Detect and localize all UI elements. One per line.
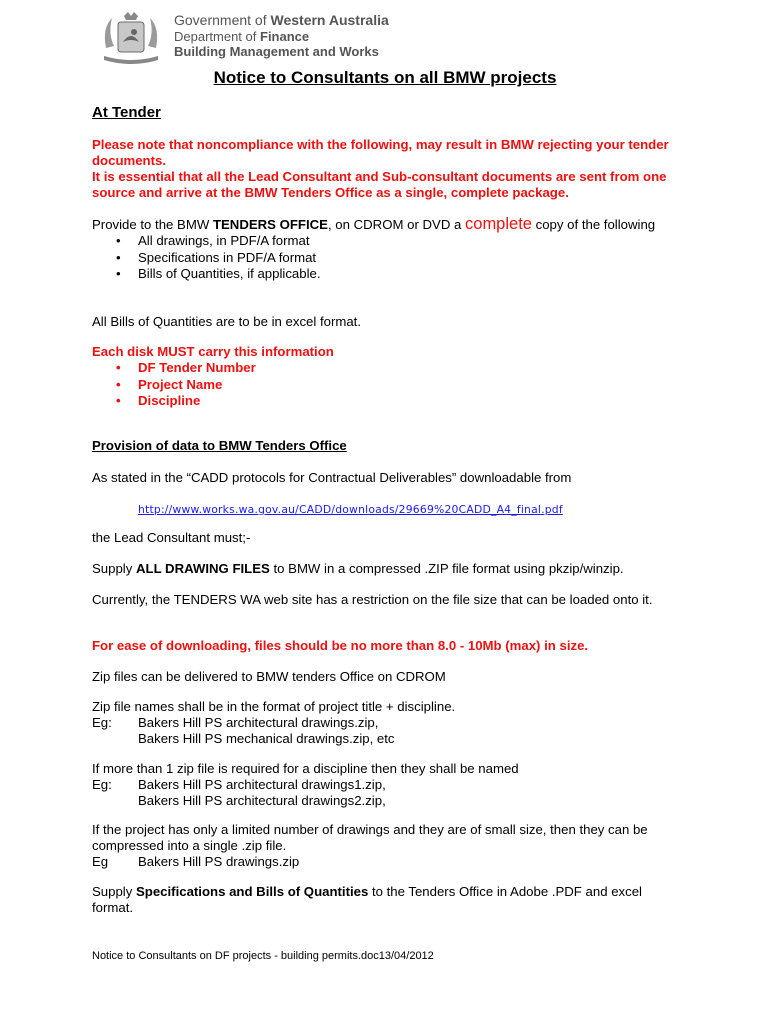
eg-label: Eg: <box>92 715 112 730</box>
provision-heading-block <box>92 438 682 454</box>
page-title: Notice to Consultants on all BMW projects <box>213 68 557 87</box>
list-item: • Project Name <box>138 377 682 394</box>
eg-value: Bakers Hill PS architectural drawings1.zip, <box>138 777 386 792</box>
provide-text-a: Provide to the BMW <box>92 217 213 232</box>
more-than-block <box>92 761 682 809</box>
tender-heading-block <box>92 105 682 121</box>
cadd-protocol-link[interactable]: http://www.works.wa.gov.au/CADD/downloads/29669%20CADD_A4_final.pdf <box>138 503 563 516</box>
cadd-link-block <box>138 501 698 518</box>
disk-heading: Each disk MUST carry this information <box>92 344 334 359</box>
org-line1-bold: Western Australia <box>270 12 389 28</box>
zip-names-block <box>92 699 682 747</box>
limited-block <box>92 822 692 870</box>
eg-label: Eg: <box>92 777 112 792</box>
provide-paragraph <box>92 216 682 283</box>
supply-text-c: to BMW in a compressed .ZIP file format using pkzip/winzip. <box>269 561 624 576</box>
supply-text-b: ALL DRAWING FILES <box>136 561 270 576</box>
list-item: • Bills of Quantities, if applicable. <box>138 266 682 283</box>
stated-text: As stated in the “CADD protocols for Contractual Deliverables” downloadable from <box>92 470 572 485</box>
eg-label: Eg <box>92 854 109 869</box>
supply-text-a: Supply <box>92 561 136 576</box>
eg-value: Bakers Hill PS drawings.zip <box>138 854 300 869</box>
lead-must: the Lead Consultant must;- <box>92 530 251 545</box>
eg-value: Bakers Hill PS mechanical drawings.zip, etc <box>138 731 395 746</box>
zip-names: Zip file names shall be in the format of project title + discipline. <box>92 699 456 714</box>
spec-text-b: Specifications and Bills of Quantities <box>136 884 369 899</box>
spec-paragraph <box>92 884 672 916</box>
org-line2-bold: Finance <box>260 28 310 44</box>
provide-text-e: copy of the following <box>531 217 656 232</box>
currently-text: Currently, the TENDERS WA web site has a restriction on the file size that can be loaded onto it. <box>92 592 653 607</box>
ease-warning: For ease of downloading, files should be no more than 8.0 - 10Mb (max) in size. <box>92 638 589 653</box>
tender-heading: At Tender <box>92 104 161 121</box>
provide-text-complete: complete <box>465 215 532 233</box>
list-item: • All drawings, in PDF/A format <box>138 233 682 250</box>
list-item: • Discipline <box>138 393 682 410</box>
organisation-block <box>174 13 389 60</box>
provide-text-b: TENDERS OFFICE <box>212 217 328 232</box>
eg-value: Bakers Hill PS architectural drawings2.zip, <box>138 793 386 808</box>
wa-crest-logo <box>98 8 164 64</box>
disk-info-block <box>92 344 682 410</box>
limited-text: If the project has only a limited number of drawings and they are of small size, then they can be compressed into a single .zip file. <box>92 822 648 853</box>
list-item: • Specifications in PDF/A format <box>138 250 682 267</box>
org-line2-prefix: Department of <box>174 28 260 44</box>
tender-warning-2: It is essential that all the Lead Consultant and Sub-consultant documents are sent from one source and arrive at the BMW Tenders Office as a single, complete package. <box>92 169 667 200</box>
spec-text-a: Supply <box>92 884 136 899</box>
tender-warning <box>92 137 682 201</box>
tender-warning-1: Please note that noncompliance with the following, may result in BMW rejecting your tender documents. <box>92 137 669 168</box>
supply-drawings <box>92 561 682 577</box>
eg-value: Bakers Hill PS architectural drawings.zip, <box>138 715 379 730</box>
provide-list <box>92 233 682 283</box>
spec-text-c: to the Tenders Office in Adobe .PDF and excel format. <box>92 884 642 915</box>
org-line3: Building Management and Works <box>174 44 379 59</box>
provision-heading: Provision of data to BMW Tenders Office <box>92 438 347 453</box>
more-than: If more than 1 zip file is required for a discipline then they shall be named <box>92 761 519 776</box>
list-item: • DF Tender Number <box>138 360 682 377</box>
page-footer: Notice to Consultants on DF projects - building permits.doc13/04/2012 <box>92 950 434 962</box>
org-line1-prefix: Government of <box>174 12 271 28</box>
boq-note: All Bills of Quantities are to be in excel format. <box>92 314 361 329</box>
provide-text-c: , on CDROM or DVD a <box>327 217 466 232</box>
disk-list <box>92 360 682 410</box>
zip-cdrom: Zip files can be delivered to BMW tenders Office on CDROM <box>92 669 446 684</box>
